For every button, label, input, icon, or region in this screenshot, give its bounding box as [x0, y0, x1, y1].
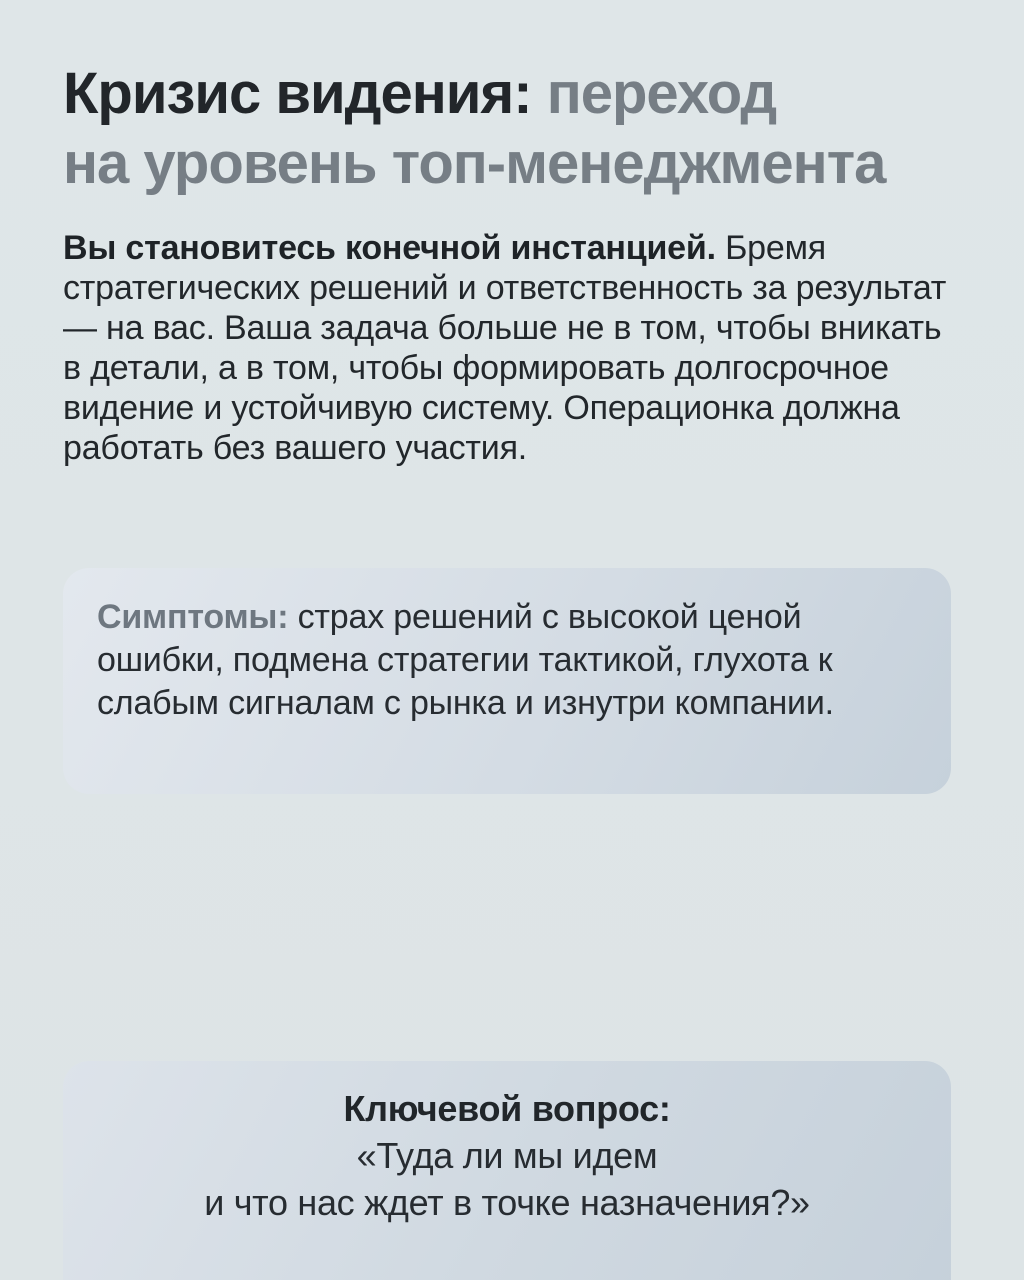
- key-question-label: Ключевой вопрос:: [343, 1088, 671, 1129]
- symptoms-paragraph: [97, 596, 917, 725]
- symptoms-label: Симптомы:: [97, 598, 289, 636]
- key-question-quote-line1: «Туда ли мы идем: [356, 1135, 658, 1176]
- intro-body-text: Бремя стратегических решений и ответственность за результат — на вас. Ваша задача больше не в том, чтобы вникать в детали, а в том, чтобы формировать долгосрочное видение и устойчивую систему. Операционка должна работать без вашего участия.: [63, 229, 947, 467]
- title-gray-segment-line2: на уровень топ-менеджмента: [63, 131, 886, 196]
- symptoms-card: [63, 568, 951, 794]
- title-gray-segment-line1: переход: [531, 61, 777, 126]
- key-question-quote-line2: и что нас ждет в точке назначения?»: [204, 1182, 810, 1223]
- key-question-card: [63, 1061, 951, 1280]
- page-title: [63, 59, 885, 199]
- intro-bold-lead: Вы становитесь конечной инстанцией.: [63, 229, 716, 267]
- symptoms-body-text: страх решений с высокой ценой ошибки, подмена стратегии тактикой, глухота к слабым сигналам с рынка и изнутри компании.: [97, 598, 834, 722]
- intro-paragraph: [63, 228, 947, 468]
- title-dark-segment: Кризис видения:: [63, 61, 532, 126]
